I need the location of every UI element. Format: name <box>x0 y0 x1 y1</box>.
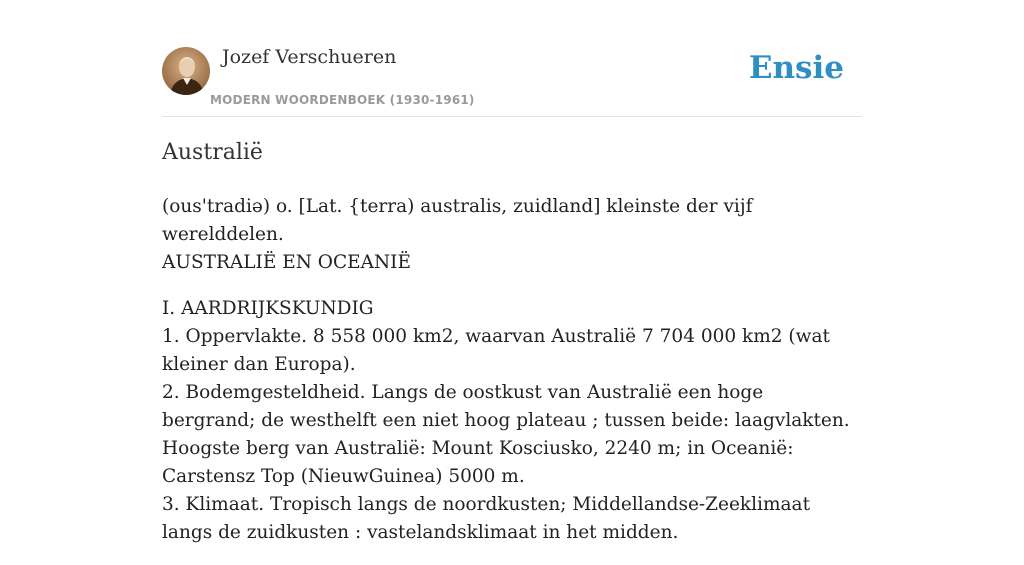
entry-line: AUSTRALIË EN OCEANIË <box>162 252 411 273</box>
dictionary-name: MODERN WOORDENBOEK (1930-1961) <box>210 93 475 107</box>
page-container <box>162 0 862 543</box>
entry-title: Australië <box>162 140 263 165</box>
entry-line: 3. Klimaat. Tropisch langs de noordkusten; Middellandse-Zeeklimaat langs de zuidkusten : vastelandsklimaat in het midden. <box>162 494 811 543</box>
site-logo[interactable]: Ensie <box>748 50 844 86</box>
author-name-link[interactable]: Jozef Verschueren <box>222 46 397 68</box>
entry-line: 1. Oppervlakte. 8 558 000 km2, waarvan Australië 7 704 000 km2 (wat kleiner dan Europa). <box>162 326 830 375</box>
entry-line: I. AARDRIJKSKUNDIG <box>162 298 374 319</box>
entry-line: 2. Bodemgesteldheid. Langs de oostkust van Australië een hoge bergrand; de westhelft een niet hoog plateau ; tussen beide: laagvlakten. Hoogste berg van Australië: Mount Kosciusko, 2240 m; in Oceanië: Carstensz Top (NieuwGuinea) 5000 m. <box>162 382 850 487</box>
author-avatar[interactable] <box>162 47 210 95</box>
entry-paragraph <box>162 193 862 277</box>
entry-body <box>162 193 862 565</box>
entry-line: (ous'tradiə) o. [Lat. {terra) australis, zuidland] kleinste der vijf werelddelen. <box>162 196 753 245</box>
author-portrait-icon <box>162 47 210 95</box>
entry-header <box>162 0 862 117</box>
entry-paragraph <box>162 295 862 547</box>
